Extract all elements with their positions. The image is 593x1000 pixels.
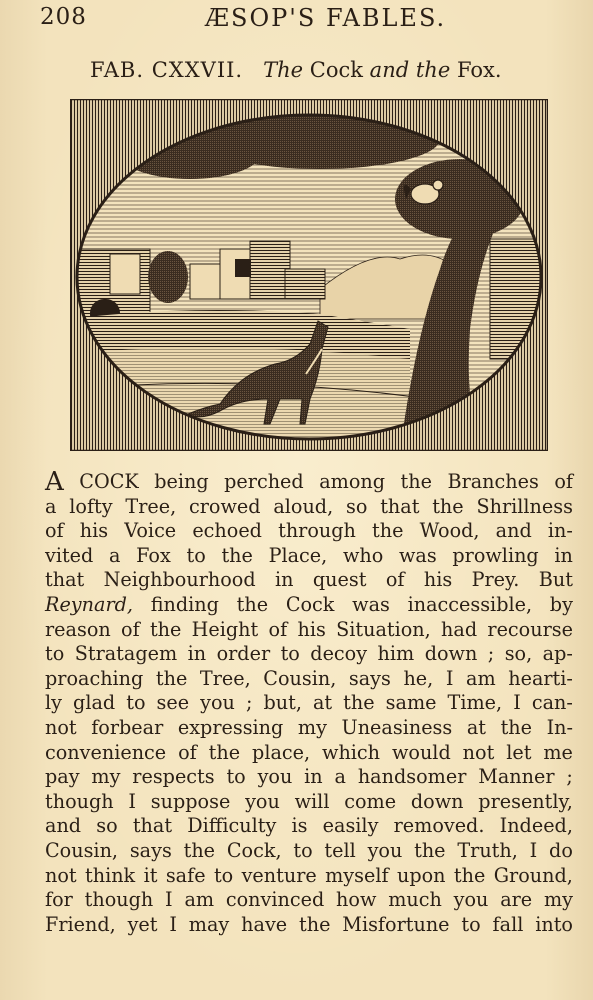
text-line: reason of the Height of his Situation, had recourse [45, 617, 573, 641]
text-line: vited a Fox to the Place, who was prowling in [45, 543, 573, 567]
text-line: A COCK being perched among the Branches of [45, 467, 573, 497]
text-line: to Stratagem in order to decoy him down ; so, ap- [45, 642, 573, 666]
text-line: of his Voice echoed through the Wood, and in- [45, 519, 573, 543]
page-number: 208 [40, 4, 87, 30]
text-line: Friend, yet I may have the Misfortune to fall into [45, 912, 573, 936]
fable-number: FAB. CXXVII. [90, 58, 244, 82]
fable-heading [90, 58, 560, 82]
fable-text [45, 467, 573, 937]
text-line: Reynard, finding the Cock was inaccessible, by [45, 592, 573, 616]
fable-title-the: The [263, 58, 304, 82]
fable-title-cock: Cock [309, 58, 363, 82]
fable-title-fox: Fox. [456, 58, 502, 82]
text-line: that Neighbourhood in quest of his Prey. But [45, 568, 573, 592]
text-line: convenience of the place, which would not let me [45, 740, 573, 764]
text-line: ly glad to see you ; but, at the same Time, I can- [45, 691, 573, 715]
text-line: pay my respects to you in a handsomer Manner ; [45, 765, 573, 789]
text-line: though I suppose you will come down presently, [45, 789, 573, 813]
running-title: ÆSOP'S FABLES. [205, 4, 447, 32]
running-head [0, 4, 593, 38]
text-line: and so that Difficulty is easily removed. Indeed, [45, 814, 573, 838]
text-line: Cousin, says the Cock, to tell you the Truth, I do [45, 838, 573, 862]
woodcut-illustration [70, 99, 548, 451]
fable-title-the2: the [415, 58, 451, 82]
text-line: proaching the Tree, Cousin, says he, I am hearti- [45, 666, 573, 690]
fable-title-and: and [369, 58, 410, 82]
text-line: not forbear expressing my Uneasiness at the In- [45, 715, 573, 739]
text-line: for though I am convinced how much you are my [45, 888, 573, 912]
text-line: not think it safe to venture myself upon the Ground, [45, 863, 573, 887]
text-line: a lofty Tree, crowed aloud, so that the Shrillness [45, 494, 573, 518]
